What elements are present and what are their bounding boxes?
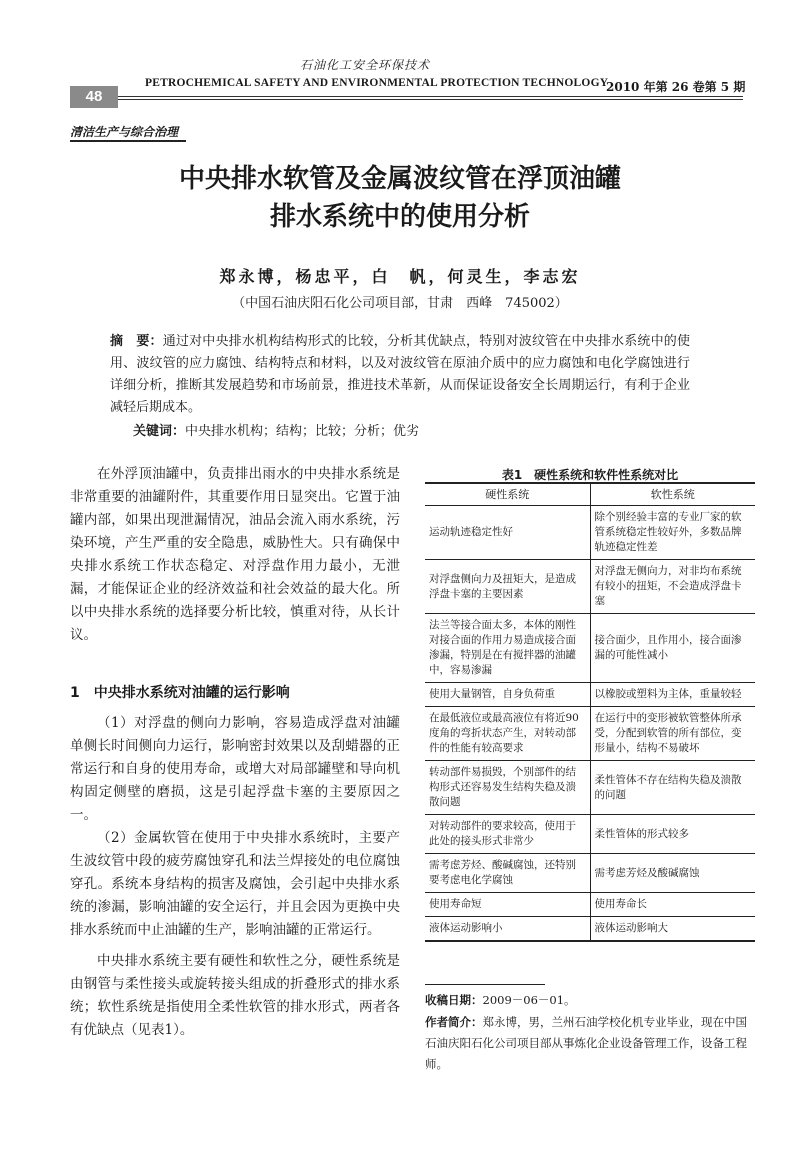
title-line-2: 排水系统中的使用分析 — [269, 202, 530, 232]
flexible-system-cell: 柔性管体不存在结构失稳及溃散的问题 — [590, 761, 755, 815]
flexible-system-cell: 在运行中的变形被软管整体所承受，分配到软管的所有部位，变形量小，结构不易破坏 — [590, 707, 755, 761]
rigid-system-cell: 对转动部件的要求较高，使用于此处的接头形式非常少 — [425, 815, 590, 854]
flexible-system-cell: 除个别经验丰富的专业厂家的软管系统稳定性较好外，多数品牌轨迹稳定性差 — [590, 506, 755, 560]
rigid-system-cell: 法兰等接合面太多，本体的刚性对接合面的作用力易造成接合面渗漏，特别是在有搅拌器的油罐中，容易渗漏 — [425, 614, 590, 683]
table-row — [425, 683, 755, 707]
section-1-heading: 1 中央排水系统对油罐的运行影响 — [70, 685, 290, 701]
author-bio-label: 作者简介： — [425, 1015, 483, 1029]
affiliation: （中国石油庆阳石化公司项目部，甘肃 西峰 745002） — [232, 296, 568, 311]
flexible-system-cell: 需考虑芳烃及酸碱腐蚀 — [590, 854, 755, 893]
rigid-system-cell: 转动部件易损毁，个别部件的结构形式还容易发生结构失稳及溃散问题 — [425, 761, 590, 815]
journal-name-cn: 石油化工安全环保技术 — [300, 58, 431, 72]
flexible-system-cell: 液体运动影响大 — [590, 917, 755, 942]
table-row — [425, 506, 755, 560]
rigid-system-cell: 需考虑芳烃、酸碱腐蚀，还特别要考虑电化学腐蚀 — [425, 854, 590, 893]
flexible-system-cell: 使用寿命长 — [590, 893, 755, 917]
flexible-system-cell: 柔性管体的形式较多 — [590, 815, 755, 854]
paragraph-1: （1）对浮盘的侧向力影响，容易造成浮盘对油罐单侧长时间侧向力运行，影响密封效果以及刮蜡器的正常运行和自身的使用寿命，或增大对局部罐壁和导向机构固定侧壁的磨损，这是引起浮盘卡塞的主要原因之一。 — [70, 715, 400, 823]
received-value: 2009－06－01。 — [482, 993, 576, 1007]
paragraph-3: 中央排水系统主要有硬性和软性之分，硬性系统是由钢管与柔性接头或旋转接头组成的折叠形式的排水系统；软性系统是指使用全柔性软管的排水形式，两者各有优缺点（见表1）。 — [70, 953, 400, 1038]
rigid-system-cell: 使用大量钢管，自身负荷重 — [425, 683, 590, 707]
rigid-system-cell: 对浮盘侧向力及扭矩大，是造成浮盘卡塞的主要因素 — [425, 560, 590, 614]
header-rule-secondary — [118, 99, 743, 100]
article-title — [100, 160, 700, 236]
flexible-system-cell: 以橡胶或塑料为主体，重量较轻 — [590, 683, 755, 707]
intro-text: 在外浮顶油罐中，负责排出雨水的中央排水系统是非常重要的油罐附件，其重要作用日显突出。它置于油罐内部，如果出现泄漏情况，油品会流入雨水系统，污染环境，产生严重的安全隐患，威胁性大。只有确保中央排水系统工作状态稳定、对浮盘作用力最小，无泄漏，才能保证企业的经济效益和社会效益的最大化。所以中央排水系统的选择要分析比较，慎重对待，从长计议。 — [70, 466, 400, 643]
abstract — [110, 331, 690, 419]
rigid-system-cell: 使用寿命短 — [425, 893, 590, 917]
rigid-system-cell: 运动轨迹稳定性好 — [425, 506, 590, 560]
flexible-system-cell: 接合面少，且作用小，接合面渗漏的可能性减小 — [590, 614, 755, 683]
keywords-label: 关键词： — [133, 424, 186, 439]
abstract-label: 摘 要： — [110, 334, 163, 349]
section-1-body — [70, 712, 400, 1042]
intro-paragraph — [70, 463, 400, 647]
table-row — [425, 761, 755, 815]
table-row — [425, 614, 755, 683]
table-row — [425, 854, 755, 893]
table-row — [425, 707, 755, 761]
table-row — [425, 917, 755, 942]
header-rule — [118, 96, 743, 97]
keywords — [133, 420, 693, 439]
footnote-rule — [425, 984, 545, 985]
table-row — [425, 560, 755, 614]
title-line-1: 中央排水软管及金属波纹管在浮顶油罐 — [178, 164, 621, 194]
journal-name-en: PETROCHEMICAL SAFETY AND ENVIRONMENTAL PROTECTION TECHNOLOGY — [145, 77, 609, 89]
header-rigid: 硬性系统 — [425, 483, 590, 506]
flexible-system-cell: 对浮盘无侧向力，对非均布系统有较小的扭矩，不会造成浮盘卡塞 — [590, 560, 755, 614]
paragraph-2: （2）金属软管在使用于中央排水系统时，主要产生波纹管中段的疲劳腐蚀穿孔和法兰焊接处的电位腐蚀穿孔。系统本身结构的损害及腐蚀，会引起中央排水系统的渗漏，影响油罐的安全运行，并且会因为更换中央排水系统而中止油罐的生产，影响油罐的正常运行。 — [70, 830, 400, 938]
author-bio-text: 郑永博，男，兰州石油学校化机专业毕业，现在中国石油庆阳石化公司项目部从事炼化企业设备管理工作，设备工程师。 — [425, 1015, 747, 1071]
issue-info: 2010 年第 26 卷第 5 期 — [606, 80, 746, 94]
section-tag: 清洁生产与综合治理 — [70, 123, 186, 142]
rigid-system-cell: 液体运动影响小 — [425, 917, 590, 942]
page-number: 48 — [70, 86, 118, 108]
received-label: 收稿日期： — [425, 993, 483, 1007]
comparison-table — [425, 482, 755, 942]
table-row — [425, 893, 755, 917]
header-flexible: 软性系统 — [590, 483, 755, 506]
table-header-row — [425, 483, 755, 506]
keywords-text: 中央排水机构；结构；比较；分析；优劣 — [185, 424, 420, 439]
authors: 郑永博，杨忠平，白 帆，何灵生，李志宏 — [219, 267, 581, 286]
abstract-text: 通过对中央排水机构结构形式的比较，分析其优缺点，特别对波纹管在中央排水系统中的使用、波纹管的应力腐蚀、结构特点和材料，以及对波纹管在原油介质中的应力腐蚀和电化学腐蚀进行详细分析，推断其发展趋势和市场前景，推进技术革新，从而保证设备安全长周期运行，有利于企业减轻后期成本。 — [110, 334, 690, 415]
table-row — [425, 815, 755, 854]
received-date — [425, 990, 755, 1011]
table-caption: 表1 硬性系统和软件性系统对比 — [501, 468, 679, 482]
author-bio — [425, 1012, 755, 1075]
rigid-system-cell: 在最低液位或最高液位有将近90度角的弯折状态产生，对转动部件的性能有较高要求 — [425, 707, 590, 761]
